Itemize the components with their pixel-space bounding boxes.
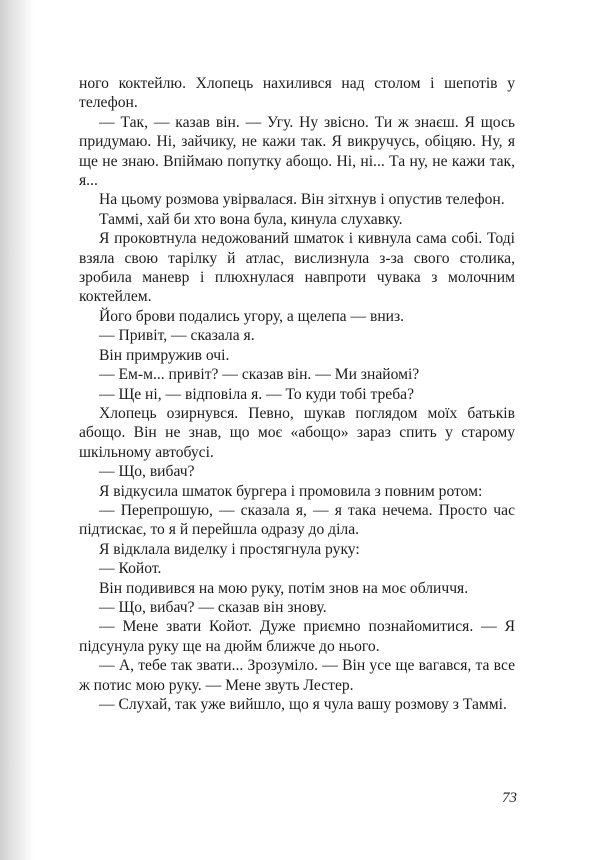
body-text bbox=[79, 74, 515, 714]
paragraph: Я проковтнула недожований шматок і кивнула сама собі. Тоді взяла свою тарілку й атлас, вислизнула з-за свого столика, зробила маневр і плюхнулася навпроти чувака з молочним коктейлем. bbox=[79, 230, 515, 306]
paragraph: — Койот. bbox=[99, 560, 162, 578]
paragraph: — Ще ні, — відповіла я. — То куди тобі треба? bbox=[99, 385, 415, 403]
paragraph: Я відклала виделку і простягнула руку: bbox=[99, 540, 360, 558]
paragraph: — А, тебе так звати... Зрозуміло. — Він усе ще вагався, та все ж потис мою руку. — Мене звуть Лестер. bbox=[79, 657, 515, 694]
page-number: 73 bbox=[502, 790, 517, 806]
page-gutter-shadow bbox=[0, 0, 34, 860]
paragraph: На цьому розмова увірвалася. Він зітхнув і опустив телефон. bbox=[99, 191, 505, 209]
paragraph: Він подивився на мою руку, потім знов на моє обличчя. bbox=[99, 579, 469, 597]
paragraph: Його брови подались угору, а щелепа — вниз. bbox=[99, 307, 405, 325]
paragraph: — Так, — казав він. — Угу. Ну звісно. Ти ж знаєш. Я щось придумаю. Ні, зайчику, не кажи так. Я викручусь, обіцяю. Ну, я ще не знаю. Впіймаю попутку абощо. Ні, ні... Та ну, не кажи так, я... bbox=[79, 113, 515, 190]
paragraph: Таммі, хай би хто вона була, кинула слухавку. bbox=[99, 210, 403, 228]
paragraph: — Слухай, так уже вийшло, що я чула вашу розмову з Таммі. bbox=[99, 696, 507, 713]
paragraph: — Перепрошую, — сказала я, — я така нечема. Просто час підтискає, то я й перейшла одразу до діла. bbox=[79, 501, 515, 539]
paragraph: — Привіт, — сказала я. bbox=[99, 327, 255, 345]
paragraph: — Мене звати Койот. Дуже приємно познайомитися. — Я підсунула руку ще на дюйм ближче до нього. bbox=[79, 618, 515, 655]
paragraph: — Що, вибач? — сказав він знову. bbox=[99, 598, 327, 616]
paragraph: Хлопець озирнувся. Певно, шукав поглядом моїх батьків абощо. Він не знав, що моє «абощо» зараз спить у старому шкільному автобусі. bbox=[79, 404, 515, 461]
paragraph: — Що, вибач? bbox=[99, 463, 195, 481]
paragraph: Він примружив очі. bbox=[99, 346, 230, 364]
paragraph: Я відкусила шматок бургера і промовила з повним ротом: bbox=[99, 482, 483, 500]
paragraph: ного коктейлю. Хлопець нахилився над столом і шепотів у телефон. bbox=[79, 75, 515, 112]
paragraph: — Ем-м... привіт? — сказав він. — Ми знайомі? bbox=[99, 366, 420, 384]
